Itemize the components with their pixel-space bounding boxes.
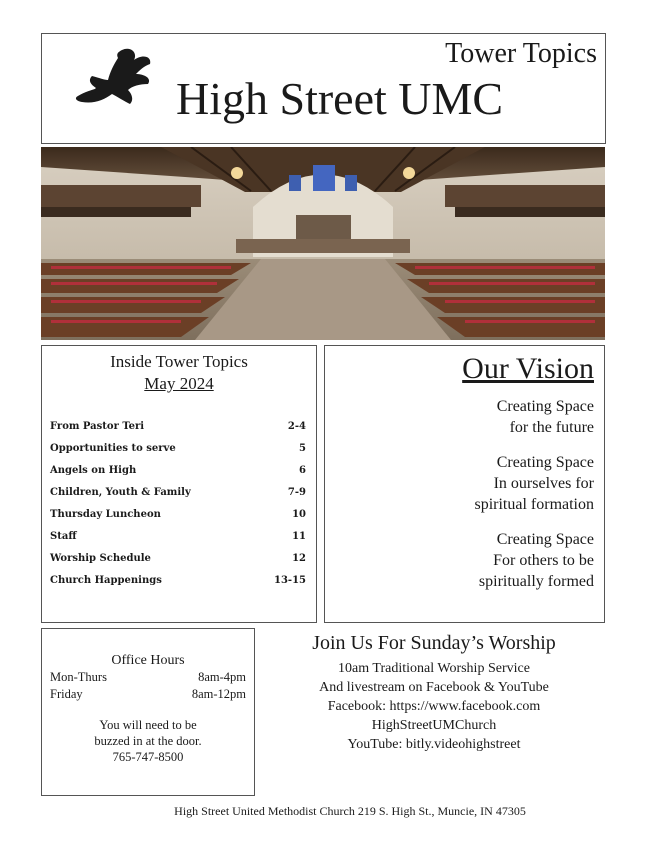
toc-row: [50, 486, 306, 508]
office-note-line: buzzed in at the door.: [94, 734, 202, 748]
footer-address: High Street United Methodist Church 219 S. High St., Muncie, IN 47305: [174, 804, 526, 818]
office-hours-box: [41, 628, 255, 796]
vision-item: Creating Space for the future: [496, 398, 594, 436]
hours-days: Friday: [50, 687, 83, 701]
toc-pages: 12: [292, 553, 306, 564]
toc-pages: 6: [299, 465, 306, 476]
facebook-link[interactable]: HighStreetUMChurch: [371, 718, 497, 733]
toc-label: Angels on High: [50, 465, 137, 476]
toc-pages: 7-9: [287, 487, 306, 498]
toc-label: Worship Schedule: [50, 553, 151, 564]
toc-label: From Pastor Teri: [50, 421, 145, 432]
toc-label: Thursday Luncheon: [50, 509, 161, 520]
masthead: [41, 33, 606, 144]
toc-row: [50, 508, 306, 530]
dove-icon: [72, 44, 156, 114]
toc-label: Opportunities to serve: [50, 443, 176, 454]
toc-pages: 5: [299, 443, 306, 454]
toc-pages: 2-4: [287, 421, 306, 432]
worship-line: And livestream on Facebook & YouTube: [319, 680, 549, 695]
toc-row: [50, 552, 306, 574]
hours-row: [42, 669, 254, 686]
office-hours-heading: Office Hours: [111, 653, 185, 668]
church-title: High Street UMC: [176, 73, 504, 124]
toc-pages: 10: [292, 509, 306, 520]
toc-pages: 13-15: [274, 575, 306, 586]
toc-label: Staff: [50, 531, 77, 542]
hours-time: 8am-12pm: [191, 687, 246, 701]
newsletter-name: Tower Topics: [445, 38, 597, 69]
toc-label: Church Happenings: [50, 575, 162, 586]
hours-time: 8am-4pm: [198, 670, 246, 684]
office-note-line: You will need to be: [99, 718, 197, 732]
toc-row: [50, 574, 306, 596]
office-phone: 765-747-8500: [112, 750, 184, 764]
toc-row: [50, 530, 306, 552]
issue-date: May 2024: [144, 374, 214, 393]
toc-row: [50, 464, 306, 486]
worship-section: [262, 632, 606, 754]
facebook-link[interactable]: Facebook: https://www.facebook.com: [327, 699, 541, 714]
vision-item: Creating Space In ourselves for spiritual formation: [474, 454, 594, 513]
contents-heading: Inside Tower Topics: [110, 352, 248, 371]
office-note: [42, 717, 254, 765]
hours-days: Mon-Thurs: [50, 670, 107, 684]
vision-title: Our Vision: [462, 352, 594, 385]
worship-title: Join Us For Sunday’s Worship: [312, 632, 556, 654]
toc-list: [50, 420, 306, 596]
table-of-contents: [41, 345, 317, 623]
vision-box: [324, 345, 605, 623]
toc-label: Children, Youth & Family: [50, 487, 191, 498]
vision-item: Creating Space For others to be spiritually formed: [478, 531, 594, 590]
worship-line: 10am Traditional Worship Service: [338, 661, 530, 676]
sanctuary-photo: [41, 147, 605, 340]
youtube-link[interactable]: YouTube: bitly.videohighstreet: [347, 737, 521, 752]
toc-row: [50, 442, 306, 464]
hours-row: [42, 686, 254, 703]
toc-pages: 11: [292, 531, 306, 542]
toc-row: [50, 420, 306, 442]
